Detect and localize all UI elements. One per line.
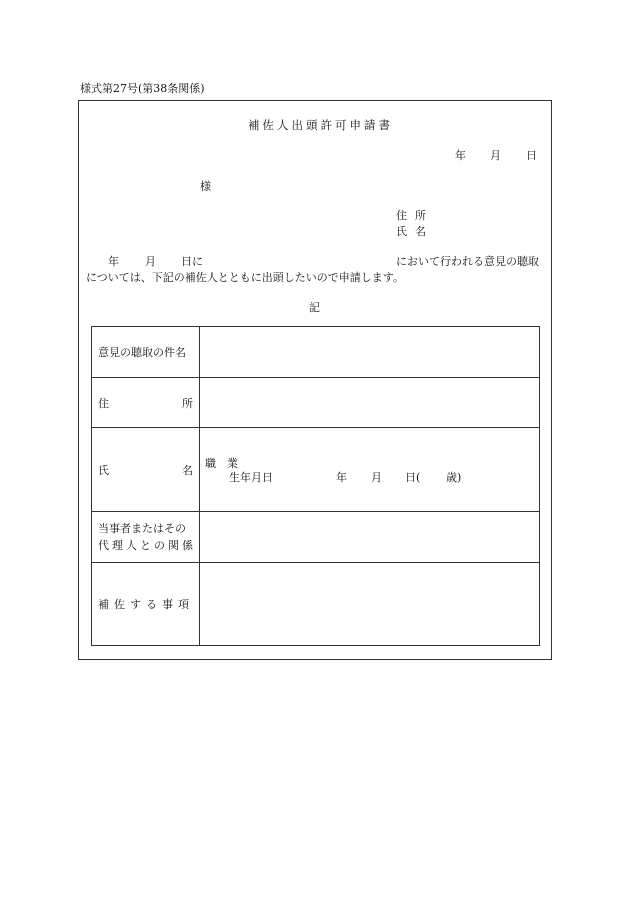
case-name-label: 意見の聴取の件名	[92, 327, 200, 378]
relation-label-char: 理	[112, 539, 123, 552]
details-table	[91, 326, 540, 646]
address-label	[92, 378, 200, 428]
relation-label-char: と	[140, 539, 151, 552]
date-day-label: 日	[526, 149, 537, 162]
date-year-label: 年	[455, 149, 466, 162]
name-label	[92, 428, 200, 512]
request-statement: については、下記の補佐人とともに出頭したいので申請します。	[86, 271, 404, 284]
body-year-label: 年	[108, 255, 119, 268]
assist-label-char: す	[130, 598, 141, 611]
table-row	[92, 428, 540, 512]
relation-label-char: 代	[98, 539, 109, 552]
hearing-reference-text: において行われる意見の聴取	[396, 255, 539, 268]
assist-label-char: 項	[178, 598, 189, 611]
relation-label-line1: 当事者またはその	[98, 522, 186, 535]
body-day-label: 日に	[181, 255, 203, 268]
assist-label-char: る	[146, 598, 157, 611]
address-label-char: 住	[98, 396, 109, 410]
assist-label-char: 事	[162, 598, 173, 611]
birth-day-label: 日(	[405, 471, 421, 484]
body-month-label: 月	[145, 255, 156, 268]
relation-label	[92, 512, 200, 563]
relation-label-char: 関	[168, 539, 179, 552]
relation-field[interactable]	[200, 512, 540, 563]
birthdate-label: 生年月日	[229, 471, 273, 484]
address-field[interactable]	[200, 378, 540, 428]
assist-label-char: 佐	[114, 598, 125, 611]
birth-year-label: 年	[336, 471, 347, 484]
assist-label-char: 補	[98, 598, 109, 611]
name-field[interactable]	[200, 428, 540, 512]
occupation-label: 職 業	[205, 457, 238, 470]
table-row	[92, 563, 540, 646]
address-label-char: 所	[182, 396, 193, 410]
applicant-name-label: 氏名	[396, 225, 434, 238]
form-number: 様式第27号(第38条関係)	[80, 82, 205, 95]
ki-heading: 記	[309, 301, 320, 314]
age-label: 歳)	[446, 471, 462, 484]
addressee-honorific: 様	[200, 180, 211, 193]
assist-matters-field[interactable]	[200, 563, 540, 646]
case-name-field[interactable]	[200, 327, 540, 378]
name-label-char: 氏	[98, 463, 109, 477]
table-row	[92, 378, 540, 428]
relation-label-char: 係	[182, 539, 193, 552]
table-row	[92, 512, 540, 563]
applicant-address-label: 住所	[396, 209, 434, 222]
date-month-label: 月	[490, 149, 501, 162]
document-title: 補佐人出頭許可申請書	[248, 118, 393, 132]
relation-label-char: 人	[126, 539, 137, 552]
assist-matters-label	[92, 563, 200, 646]
table-row	[92, 327, 540, 378]
name-label-char: 名	[182, 463, 193, 477]
relation-label-char: の	[154, 539, 165, 552]
birth-month-label: 月	[371, 471, 382, 484]
